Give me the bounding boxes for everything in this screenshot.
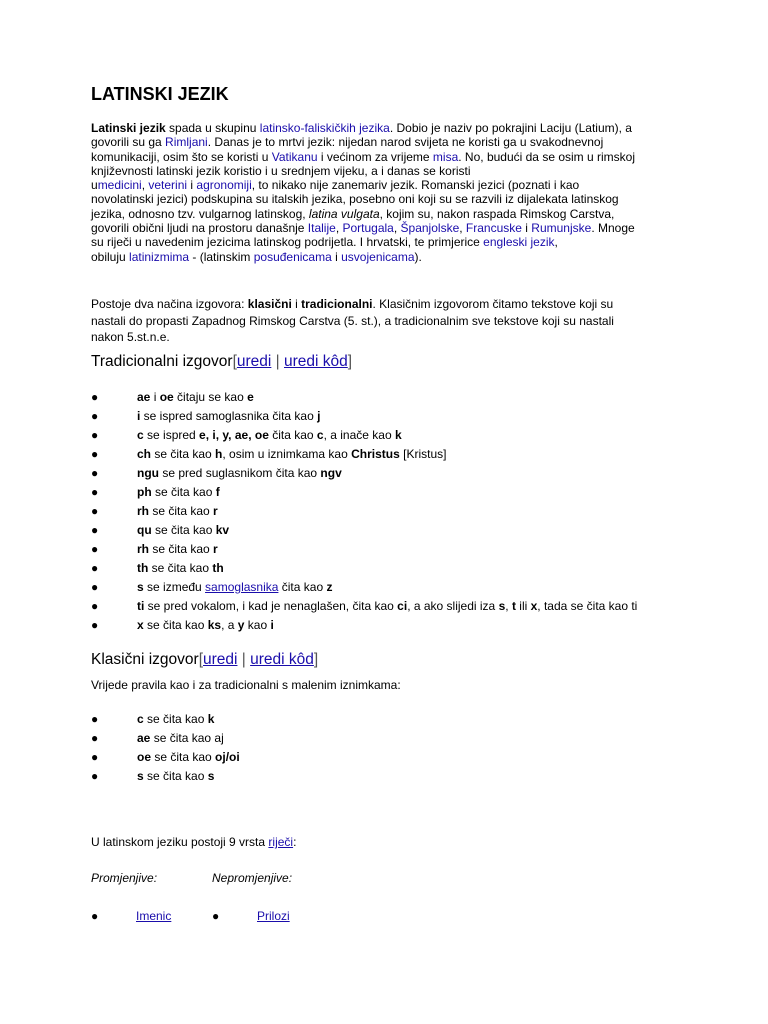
link-veterini[interactable]: veterini [148, 178, 188, 193]
bracket: ] [313, 651, 319, 668]
link-posudenicama[interactable]: posuđenicama [253, 249, 332, 264]
word-types-line [91, 835, 296, 849]
intro-paragraph [91, 121, 691, 264]
pronunciation-paragraph [91, 296, 691, 346]
intro-line-2 [91, 135, 691, 149]
link-misa[interactable]: misa [432, 149, 459, 164]
link-portugala[interactable]: Portugala [342, 221, 394, 236]
intro-line-4: književnosti latinski jezik koristio i u srednjem vijeku, a i danas se koristi [91, 163, 471, 178]
pron-line-3: nakon 5.st.n.e. [91, 330, 170, 344]
intro-line-7 [91, 207, 691, 221]
text: . No, budući da se osim u rimskoj [458, 149, 636, 164]
link-engleski-jezik[interactable]: engleski jezik [483, 235, 555, 250]
intro-line-5 [91, 178, 691, 192]
term-latinski-jezik: Latinski jezik [91, 121, 166, 135]
bullet-icon: ● [91, 580, 99, 594]
bracket: ] [347, 353, 353, 370]
bullet-icon: ● [91, 504, 99, 518]
bullet-icon: ● [91, 731, 99, 745]
text: , [141, 178, 149, 193]
text: spada u skupinu [165, 121, 260, 135]
bullet-icon: ● [91, 523, 99, 537]
term-tradicionalni: tradicionalni [301, 297, 373, 311]
bullet-icon: ● [91, 466, 99, 480]
col-promjenjive-label: Promjenjive: [91, 871, 158, 885]
text: . Klasičnim izgovorom čitamo tekstove koji su [372, 297, 614, 311]
text: i [521, 221, 532, 236]
heading-tradicionalni-izgovor [91, 353, 352, 371]
link-vatikanu[interactable]: Vatikanu [271, 149, 318, 164]
text: i [291, 297, 302, 311]
heading-klasicni-izgovor [91, 651, 318, 669]
text: , [554, 235, 558, 250]
text: govorili su ga [91, 135, 166, 150]
text: . Dobio je naziv po pokrajini Laciju (Latium), a [389, 121, 632, 135]
bullet-icon: ● [91, 561, 99, 575]
link-latinsko-faliskicki[interactable]: latinsko-faliskičkih jezika [259, 121, 390, 135]
text: i [187, 178, 197, 193]
link-imenic-text[interactable]: Imenic [136, 909, 172, 923]
intro-line-10 [91, 250, 691, 264]
intro-line-8 [91, 221, 691, 235]
bracket: [ [198, 651, 203, 668]
text: . Danas je to mrtvi jezik: nijedan narod svijeta ne koristi ga u svakodnevnoj [207, 135, 604, 150]
bullet-icon: ● [91, 390, 99, 404]
term-klasicni: klasični [247, 297, 292, 311]
intro-line-3 [91, 150, 691, 164]
text: i [331, 249, 342, 264]
intro-line-6: novolatinski jezici) podskupina su italskih jezika, posebno oni koji su se razvili iz dijalekata latinskog [91, 192, 619, 207]
text: komunikaciji, osim što se koristi u [91, 149, 272, 164]
edit-code-link[interactable]: uredi kôd [250, 651, 314, 668]
bullet-icon: ● [91, 447, 99, 461]
heading-text: Tradicionalni izgovor [91, 353, 233, 370]
text: , to nikako nije zanemariv jezik. Romanski jezici (poznati i kao [251, 178, 580, 193]
pron-line-2: nastali do propasti Zapadnog Rimskog Carstva (5. st.), a tradicionalnim sve tekstove koji su nastali [91, 313, 614, 328]
bullet-icon: ● [91, 712, 99, 726]
text: su riječi u navedenim jezicima latinskog podrijetla. I hrvatski, te primjerice [91, 235, 484, 250]
edit-link[interactable]: uredi [203, 651, 238, 668]
text: , [393, 221, 401, 236]
pron-line-1 [91, 296, 691, 313]
bullet-icon: ● [91, 599, 99, 613]
text: ). [414, 249, 422, 264]
text: Postoje dva načina izgovora: [91, 297, 248, 311]
bullet-icon: ● [91, 769, 99, 783]
bullet-icon: ● [91, 485, 99, 499]
bracket: [ [232, 353, 237, 370]
bullet-icon: ● [212, 909, 220, 923]
bullet-icon: ● [91, 909, 99, 923]
bullet-icon: ● [91, 542, 99, 556]
edit-code-link[interactable]: uredi kôd [284, 353, 348, 370]
link-francuske[interactable]: Francuske [465, 221, 522, 236]
bullet-icon: ● [91, 750, 99, 764]
link-usvojenicama[interactable]: usvojenicama [341, 249, 415, 264]
term-latina-vulgata: latina vulgata [308, 206, 380, 221]
klasicni-note: Vrijede pravila kao i za tradicionalni s malenim iznimkama: [91, 678, 401, 692]
text: jezika, odnosno tzv. vulgarnog latinskog, [91, 206, 309, 221]
intro-line-9 [91, 235, 691, 249]
text: u [91, 178, 98, 193]
text: : [293, 835, 297, 849]
link-rimljani[interactable]: Rimljani [165, 135, 208, 150]
link-rumunjske[interactable]: Rumunjske [531, 221, 592, 236]
bullet-icon: ● [91, 618, 99, 632]
text: , [459, 221, 466, 236]
link-spanjolske[interactable]: Španjolske [400, 221, 460, 236]
link-latinizmima[interactable]: latinizmima [129, 249, 190, 264]
text: U latinskom jeziku postoji 9 vrsta [91, 835, 269, 849]
text: , [335, 221, 343, 236]
text: govorili obični ljudi na prostoru današnje [91, 221, 308, 236]
link-samoglasnika[interactable]: samoglasnika [205, 580, 279, 594]
link-rijeci[interactable]: riječi [268, 835, 294, 849]
separator: | [237, 651, 251, 668]
text: . Mnoge [591, 221, 635, 236]
link-agronomiji[interactable]: agronomiji [196, 178, 252, 193]
link-imenic[interactable] [136, 909, 171, 923]
intro-line-1 [91, 121, 691, 135]
bullet-icon: ● [91, 428, 99, 442]
text: obiluju [91, 249, 130, 264]
col-nepromjenjive-label: Nepromjenjive: [212, 871, 293, 885]
separator: | [271, 353, 284, 370]
page-title: LATINSKI JEZIK [91, 84, 229, 104]
link-medicini[interactable]: medicini [97, 178, 142, 193]
link-italije[interactable]: Italije [307, 221, 336, 236]
link-prilozi-text[interactable]: Prilozi [257, 909, 290, 923]
heading-text: Klasični izgovor [91, 651, 199, 668]
text: - (latinskim [189, 249, 254, 264]
link-prilozi[interactable] [257, 909, 290, 923]
edit-link[interactable]: uredi [236, 353, 272, 370]
text: , kojim su, nakon raspada Rimskog Carstva, [379, 206, 615, 221]
bullet-icon: ● [91, 409, 99, 423]
text: i većinom za vrijeme [317, 149, 433, 164]
